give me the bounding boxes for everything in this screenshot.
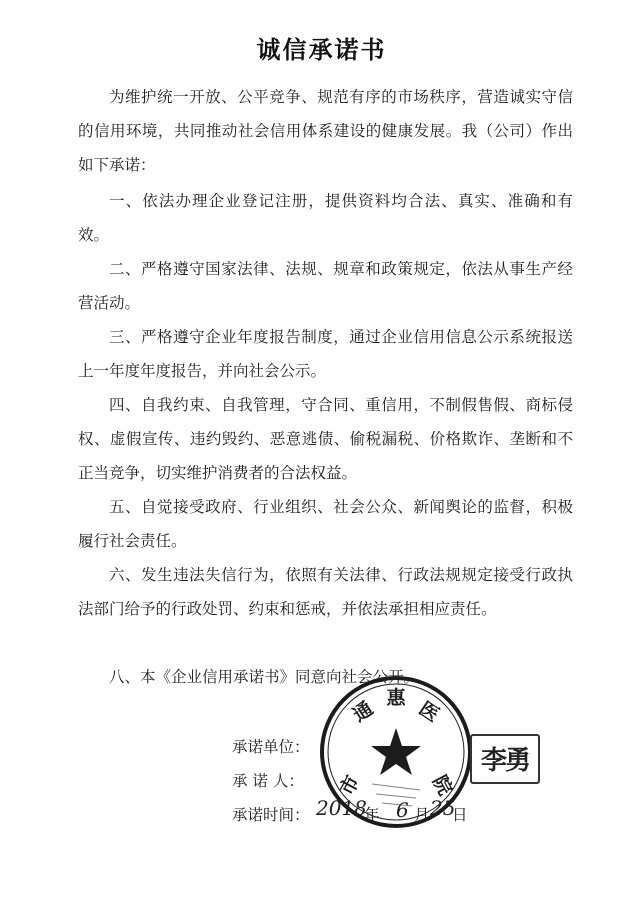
seal-star-icon	[371, 728, 421, 775]
official-seal-stamp	[316, 672, 476, 832]
paragraph-commitment-8: 八、本《企业信用承诺书》同意向社会公开。	[109, 668, 420, 686]
paragraph-commitment-4: 四、自我约束、自我管理，守合同、重信用，不制假售假、商标侵权、虚假宣传、违约毁约、恶意逃债、偷税漏税、价格欺诈、垄断和不正当竞争，切实维护消费者的合法权益。	[78, 396, 573, 482]
svg-text:惠: 惠	[386, 687, 406, 709]
svg-text:院: 院	[427, 771, 457, 800]
date-year: 2018	[316, 796, 367, 820]
paragraph-intro: 为维护统一开放、公平竞争、规范有序的市场秩序，营造诚实守信的信用环境，共同推动社会信用体系建设的健康发展。我（公司）作出如下承诺：	[78, 88, 573, 174]
time-label: 承诺时间：	[232, 806, 310, 824]
paragraph-commitment-6: 六、发生违法失信行为，依照有关法律、行政法规规定接受行政执法部门给予的行政处罚、约束和惩戒，并依法承担相应责任。	[78, 566, 573, 618]
personal-name-stamp	[470, 734, 540, 784]
date-day-suffix: 日	[452, 806, 468, 824]
svg-text:市: 市	[335, 771, 365, 800]
svg-text:医: 医	[414, 697, 444, 727]
person-label: 承 诺 人：	[232, 772, 304, 790]
date-year-suffix: 年	[364, 806, 380, 824]
date-month-suffix: 月	[414, 806, 430, 824]
document-title: 诚信承诺书	[256, 36, 387, 64]
paragraph-commitment-1: 一、依法办理企业登记注册，提供资料均合法、真实、准确和有效。	[78, 192, 573, 244]
paragraph-commitment-3: 三、严格遵守企业年度报告制度，通过企业信用信息公示系统报送上一年度年度报告，并向社会公示。	[78, 328, 573, 380]
unit-label: 承诺单位：	[232, 738, 310, 756]
svg-text:通: 通	[348, 697, 378, 727]
svg-text:李勇: 李勇	[480, 746, 530, 776]
date-month: 6	[396, 798, 409, 822]
paragraph-commitment-2: 二、严格遵守国家法律、法规、规章和政策规定，依法从事生产经营活动。	[78, 260, 573, 312]
date-day: 25	[430, 796, 456, 820]
paragraph-commitment-5: 五、自觉接受政府、行业组织、社会公众、新闻舆论的监督，积极履行社会责任。	[78, 498, 573, 550]
